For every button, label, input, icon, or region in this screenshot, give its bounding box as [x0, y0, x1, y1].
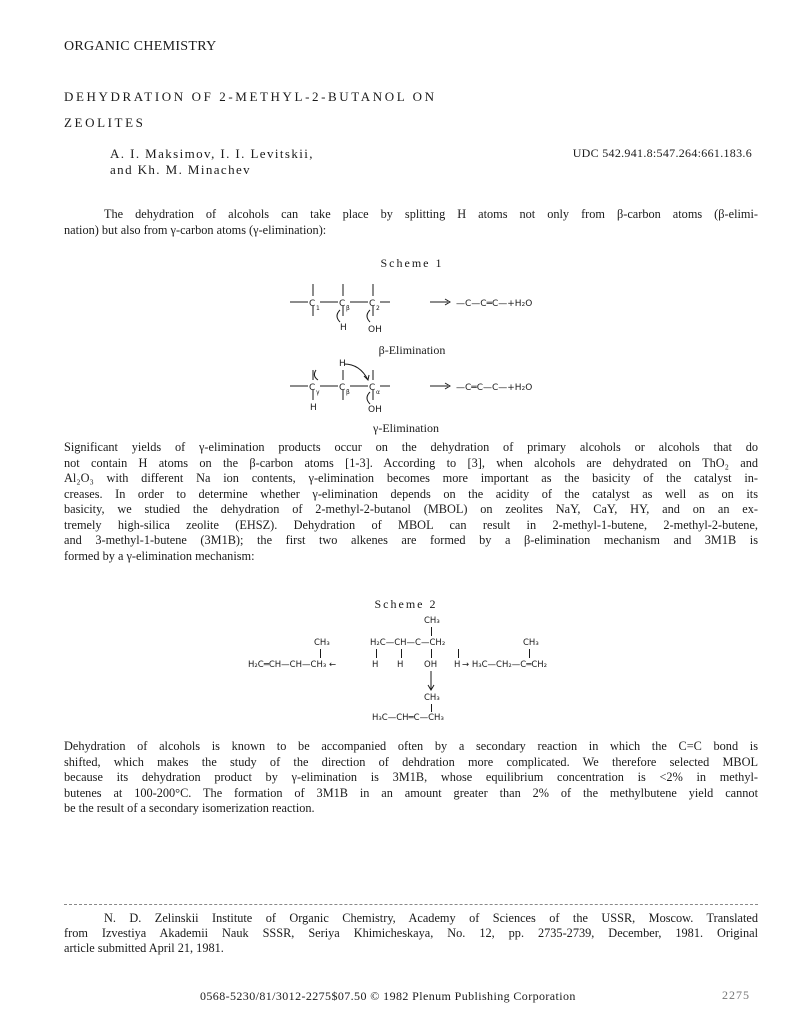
scheme-2-bottom-formula: H₃C—CH═C—CH₃: [372, 713, 444, 723]
gamma-h-top: H: [339, 359, 346, 369]
intro-line: nation) but also from γ-carbon atoms (γ-elimination):: [64, 222, 327, 237]
scheme-2-center-h: H: [372, 660, 379, 670]
scheme-2-right-ch3: CH₃: [523, 638, 539, 648]
gamma-sub3: α: [376, 389, 380, 396]
beta-product: —C—C═C—+H₂O: [456, 299, 533, 309]
beta-oh: OH: [368, 325, 382, 335]
scheme-2-left-ch3: CH₃: [314, 638, 330, 648]
scheme-2-label: Scheme 2: [374, 597, 438, 611]
scheme-2-center-bond-4: [458, 649, 459, 658]
paragraph-2-line: Al₂O₃ with different Na ion contents, γ-elimination becomes more important as the basicity of the catalyst in-: [64, 471, 758, 485]
paragraph-2-line: Significant yields of γ-elimination products occur on the dehydration of primary alcohols or alcohols that do: [64, 440, 758, 454]
paragraph-2-line: basicity, we studied the dehydration of 2-methyl-2-butanol (MBOL) on zeolites NaY, CaY, HY, and on an ex-: [64, 502, 758, 516]
copyright-line: 0568-5230/81/3012-2275$07.50 © 1982 Plenum Publishing Corporation: [200, 989, 576, 1003]
paragraph-2-line: formed by a γ-elimination mechanism:: [64, 548, 255, 563]
scheme-2-down-arrow: [426, 670, 436, 692]
udc-code: UDC 542.941.8:547.264:661.183.6: [572, 146, 752, 160]
intro-paragraph: [64, 207, 758, 238]
scheme-1-gamma-diagram: [280, 358, 560, 418]
beta-c1: C: [309, 299, 316, 309]
scheme-1-beta-diagram: [280, 272, 560, 342]
page-number: 2275: [722, 988, 750, 1002]
scheme-2-center-bond-2: [401, 649, 402, 658]
beta-sub2: β: [346, 305, 350, 312]
beta-elimination-caption: β-Elimination: [378, 343, 446, 357]
paragraph-2-line: and 3-methyl-1-butene (3M1B); the first two alkenes are formed by a β-elimination mechanism and 3M1B is: [64, 533, 758, 547]
paragraph-3-line: because its dehydration product by γ-elimination is 3M1B, whose equilibrium concentration is <2% in methyl-: [64, 770, 758, 784]
footnote-line: N. D. Zelinskii Institute of Organic Chemistry, Academy of Sciences of the USSR, Moscow. Translated: [104, 911, 758, 925]
gamma-product: —C═C—C—+H₂O: [456, 383, 533, 393]
scheme-1-label: Scheme 1: [380, 256, 444, 270]
scheme-2-bottom-bond: [431, 704, 432, 712]
scheme-2-center-h3: H: [454, 660, 461, 670]
scheme-2-left-bond: [320, 649, 321, 658]
scheme-2-center-bond-1: [376, 649, 377, 658]
section-heading: ORGANIC CHEMISTRY: [64, 39, 217, 54]
paragraph-2-line: not contain H atoms on the β-carbon atoms [1-3]. According to [3], when alcohols are dehydrated on ThO₂ and: [64, 455, 758, 470]
beta-c2: C: [339, 299, 346, 309]
authors-line-2: and Kh. M. Minachev: [110, 162, 252, 177]
footnote: [64, 911, 758, 956]
scheme-2-right-formula: → H₃C—CH₂—C═CH₂: [462, 660, 548, 670]
gamma-oh: OH: [368, 405, 382, 415]
beta-sub1: 1: [316, 305, 320, 312]
beta-sub3: 2: [376, 305, 380, 312]
gamma-elimination-caption: γ-Elimination: [373, 421, 439, 435]
article-title-line-1: DEHYDRATION OF 2-METHYL-2-BUTANOL ON: [64, 89, 437, 104]
gamma-h: H: [310, 403, 317, 413]
gamma-sub2: β: [346, 389, 350, 396]
footnote-line: from Izvestiya Akademii Nauk SSSR, Seriya Khimicheskaya, No. 12, pp. 2735-2739, December, 1981. Original: [64, 926, 758, 940]
gamma-c3: C: [369, 383, 376, 393]
scheme-2-center-h2: H: [397, 660, 404, 670]
paragraph-3-line: shifted, which makes the study of the direction of dehdration more complicated. We therefore selected MBOL: [64, 754, 758, 769]
scheme-2-center-oh: OH: [424, 660, 438, 670]
gamma-sub1: γ: [316, 389, 320, 396]
paragraph-3: [64, 739, 758, 817]
paragraph-2-line: creases. In order to determine whether γ-elimination depends on the acidity of the catalyst as well as on its: [64, 486, 758, 501]
paragraph-3-line: butenes at 100-200°C. The formation of 3M1B in an amount greater than 2% of the methylbutene yield cannot: [64, 785, 758, 800]
authors: [110, 146, 314, 178]
gamma-c1: C: [309, 383, 316, 393]
beta-c3: C: [369, 299, 376, 309]
scheme-2-bottom-ch3: CH₃: [424, 693, 440, 703]
scheme-2-left-formula: H₂C═CH—CH—CH₃ ←: [248, 660, 337, 670]
footnote-divider: [64, 904, 758, 905]
scheme-2-center: H₂C—CH—C—CH₂: [370, 638, 446, 648]
scheme-2-center-bond-3: [431, 649, 432, 658]
beta-h: H: [340, 323, 347, 333]
intro-line: The dehydration of alcohols can take place by splitting H atoms not only from β-carbon atoms (β-elimi-: [104, 207, 758, 221]
paragraph-2-line: tremely high-silica zeolite (EHSZ). Dehydration of MBOL can result in 2-methyl-1-butene, 2-methyl-2-butene,: [64, 517, 758, 532]
scheme-2-top-bond: [431, 627, 432, 636]
paragraph-3-line: be the result of a secondary isomerization reaction.: [64, 801, 315, 815]
scheme-2-top-ch3: CH₃: [424, 616, 440, 626]
authors-line-1: A. I. Maksimov, I. I. Levitskii,: [110, 146, 314, 161]
paragraph-3-line: Dehydration of alcohols is known to be accompanied often by a secondary reaction in which the C=C bond is: [64, 739, 758, 753]
article-title-line-2: ZEOLITES: [64, 115, 146, 130]
paragraph-2: [64, 440, 758, 564]
gamma-c2: C: [339, 383, 346, 393]
footnote-line: article submitted April 21, 1981.: [64, 941, 224, 955]
scheme-2-right-bond: [529, 649, 530, 658]
